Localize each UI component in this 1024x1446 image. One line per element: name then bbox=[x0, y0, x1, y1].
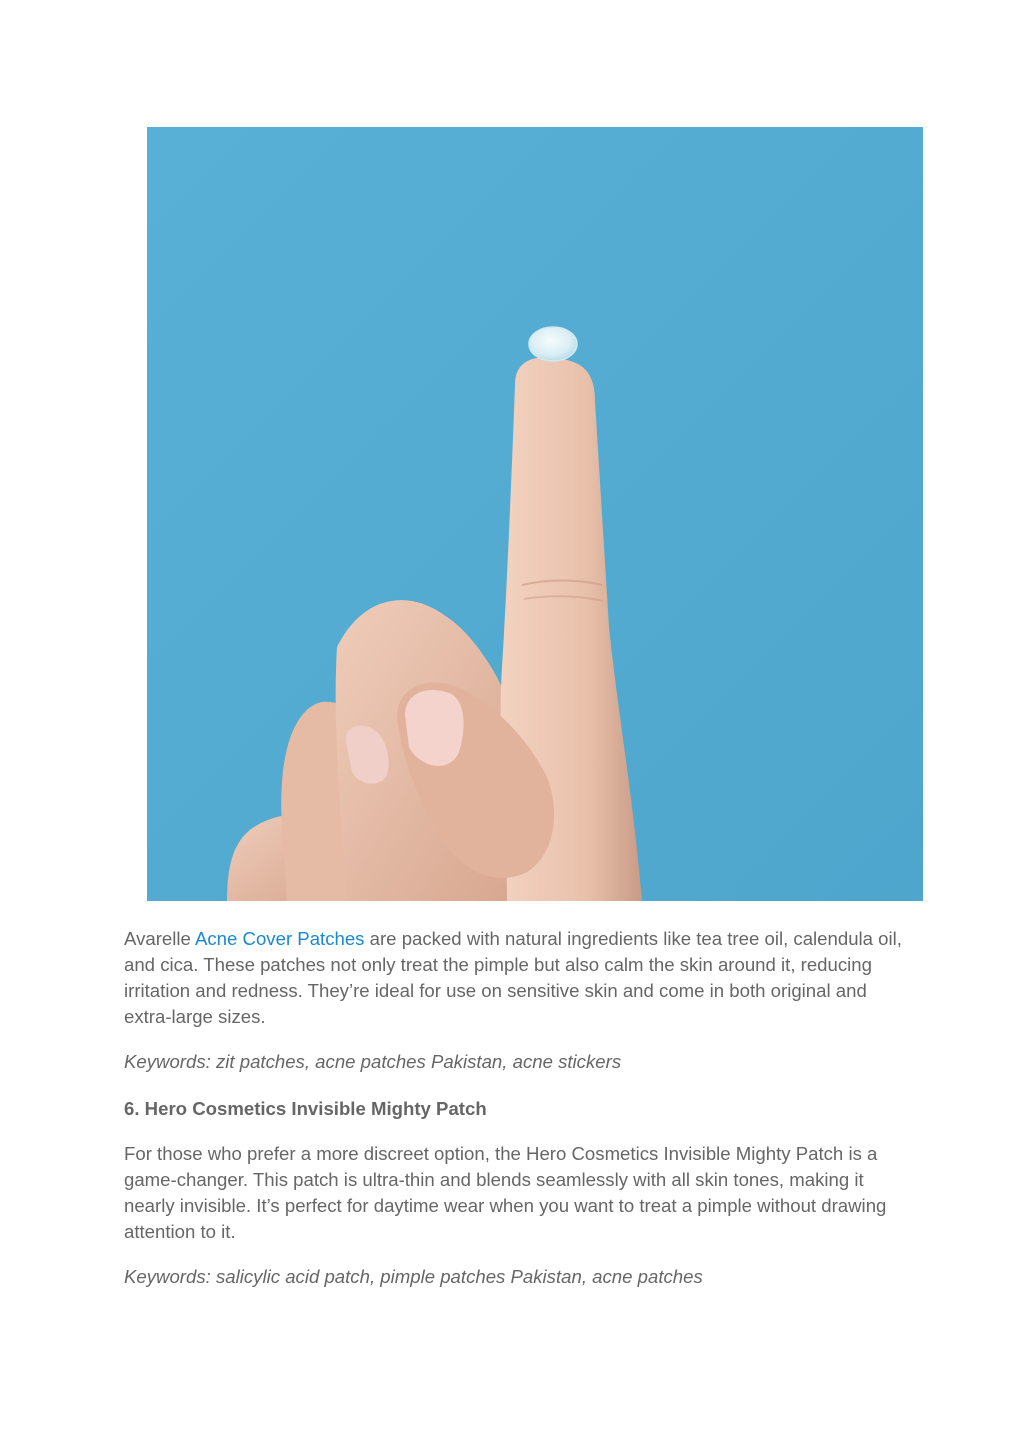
keywords-line-2: Keywords: salicylic acid patch, pimple patches Pakistan, acne patches bbox=[124, 1266, 703, 1287]
section-heading-6: 6. Hero Cosmetics Invisible Mighty Patch bbox=[124, 1098, 487, 1119]
hand-pointing-finger-with-patch-icon bbox=[147, 127, 923, 901]
paragraph-avarelle bbox=[124, 926, 914, 1030]
paragraph-hero-cosmetics: For those who prefer a more discreet option, the Hero Cosmetics Invisible Mighty Patch is a game-changer. This patch is ultra-thin and blends seamlessly with all skin tones, making it nearly invisible. It’s perfect for daytime wear when you want to treat a pimple without drawing attention to it. bbox=[124, 1143, 887, 1242]
paragraph-suffix: are packed with natural ingredients like tea tree oil, calendula oil, and cica. These patches not only treat the pimple but also calm the skin around it, reducing irritation and redness. They’re ideal for use on sensitive skin and come in both original and extra-large sizes. bbox=[124, 928, 902, 1027]
paragraph-prefix: Avarelle bbox=[124, 928, 195, 949]
product-photo bbox=[147, 127, 923, 901]
keywords-line-1: Keywords: zit patches, acne patches Pakistan, acne stickers bbox=[124, 1051, 622, 1072]
acne-cover-patches-link[interactable]: Acne Cover Patches bbox=[194, 928, 365, 949]
